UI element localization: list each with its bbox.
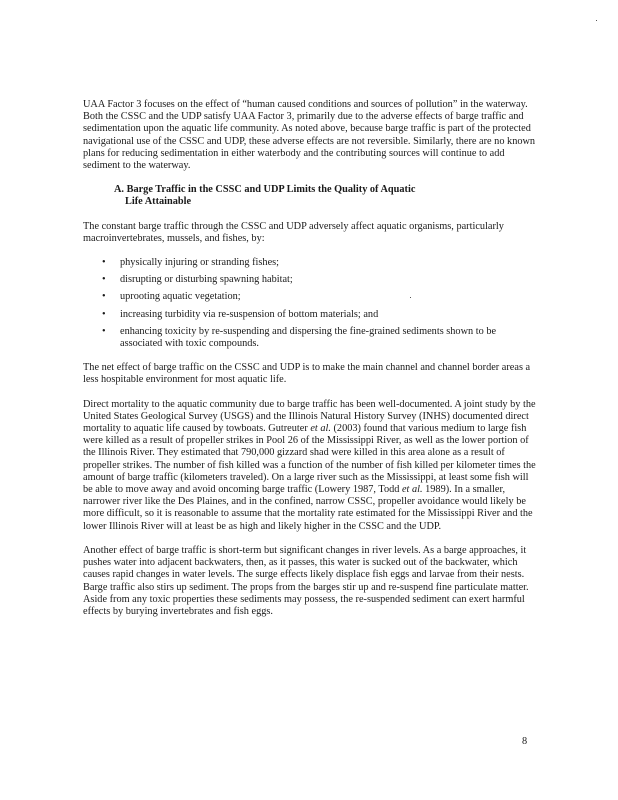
water-levels-paragraph: Another effect of barge traffic is short-term but significant changes in river levels. As a barge approaches, it pushes water into adjacent backwaters, then, as it passes, this water is sucked out of the backwater, which causes rapid changes in water levels. The surge effects likely displace fish eggs and larvae from their nests. Barge traffic also stirs up sediment. The props from the barges stir up and re-suspend fine particulate matter. Aside from any toxic properties these sediments may possess, the re-suspended sediment can exert harmful effects by burying invertebrates and fish eggs. <box>83 544 529 617</box>
list-item <box>83 309 539 321</box>
list-item <box>83 274 539 286</box>
lead-in-paragraph: The constant barge traffic through the CSSC and UDP adversely affect aquatic organisms, particularly macroinvertebrates, mussels, and fishes, by: <box>83 220 504 244</box>
citation-etal: et al. <box>310 423 331 435</box>
section-title-line1: Barge Traffic in the CSSC and UDP Limits the Quality of Aquatic <box>126 184 416 196</box>
net-effect-paragraph: The net effect of barge traffic on the CSSC and UDP is to make the main channel and channel border areas a less hospitable environment for most aquatic life. <box>83 362 531 386</box>
section-number: A. <box>114 184 125 196</box>
list-item <box>83 291 539 303</box>
list-item-text: enhancing toxicity by re-suspending and dispersing the fine-grained sediments shown to be associated with toxic compounds. <box>120 325 497 350</box>
bullet-icon: • <box>102 325 106 337</box>
list-item-text: disrupting or disturbing spawning habitat; <box>120 274 293 286</box>
section-title-line2: Life Attainable <box>125 196 192 208</box>
intro-paragraph: UAA Factor 3 focuses on the effect of “human caused conditions and sources of pollution” in the waterway. Both the CSSC and the UDP satisfy UAA Factor 3, primarily due to the adverse effects of barge traffic and sedimentation upon the aquatic life community. As noted above, because barge traffic is part of the protected navigational use of the CSSC and UDP, these adverse effects are not reversible. Similarly, there are no known plans for reducing sedimentation in either waterbody and the contributing sources will continue to add sediment to the waterway. <box>83 99 536 172</box>
list-item <box>83 326 539 350</box>
bullet-icon: • <box>102 308 106 320</box>
scan-speck <box>596 20 597 21</box>
page-body <box>83 99 539 630</box>
bullet-icon: • <box>102 274 106 286</box>
section-heading <box>83 184 539 208</box>
bullet-icon: • <box>102 291 106 303</box>
page-number: 8 <box>522 736 528 747</box>
text-run: Direct mortality to the aquatic community due to barge traffic has been well-documented. A joint study by the United States Geological Survey (USGS) and the Illinois Natural History Survey (INHS) documented direct mortality to aquatic life caused by towboats. Gutreuter <box>83 398 536 435</box>
effects-list <box>83 257 539 350</box>
text-run: (2003) found that various medium to large fish were killed as a result of propeller strikes in Pool 26 of the Mississippi River, as well as the lower portion of the Illinois River. They estimated that 790,000 gizzard shad were killed in this area alone as a result of propeller strikes. The number of fish killed was a function of the number of fish killed per kilometer times the amount of barge traffic (kilometers traveled). On a large river such as the Mississippi, at least some fish will be able to move away and avoid oncoming barge traffic (Lowery 1987, Todd <box>83 423 536 496</box>
list-item <box>83 257 539 269</box>
list-item-text: uprooting aquatic vegetation; <box>120 291 241 303</box>
list-item-text: increasing turbidity via re-suspension of bottom materials; and <box>120 308 379 320</box>
direct-mortality-paragraph <box>83 399 539 533</box>
citation-etal: et al. <box>401 484 423 496</box>
bullet-icon: • <box>102 257 106 269</box>
text-run: 1989). In a smaller, narrower river like the Des Plaines, and in the confined, narrow CSSC, propeller avoidance would likely be more difficult, so it is reasonable to assume that the mortality rate estimated for the Mississippi River and the lower Illinois River will at least be as high and likely higher in the CSSC and the UDP. <box>83 484 533 532</box>
list-item-text: physically injuring or stranding fishes; <box>120 257 280 269</box>
